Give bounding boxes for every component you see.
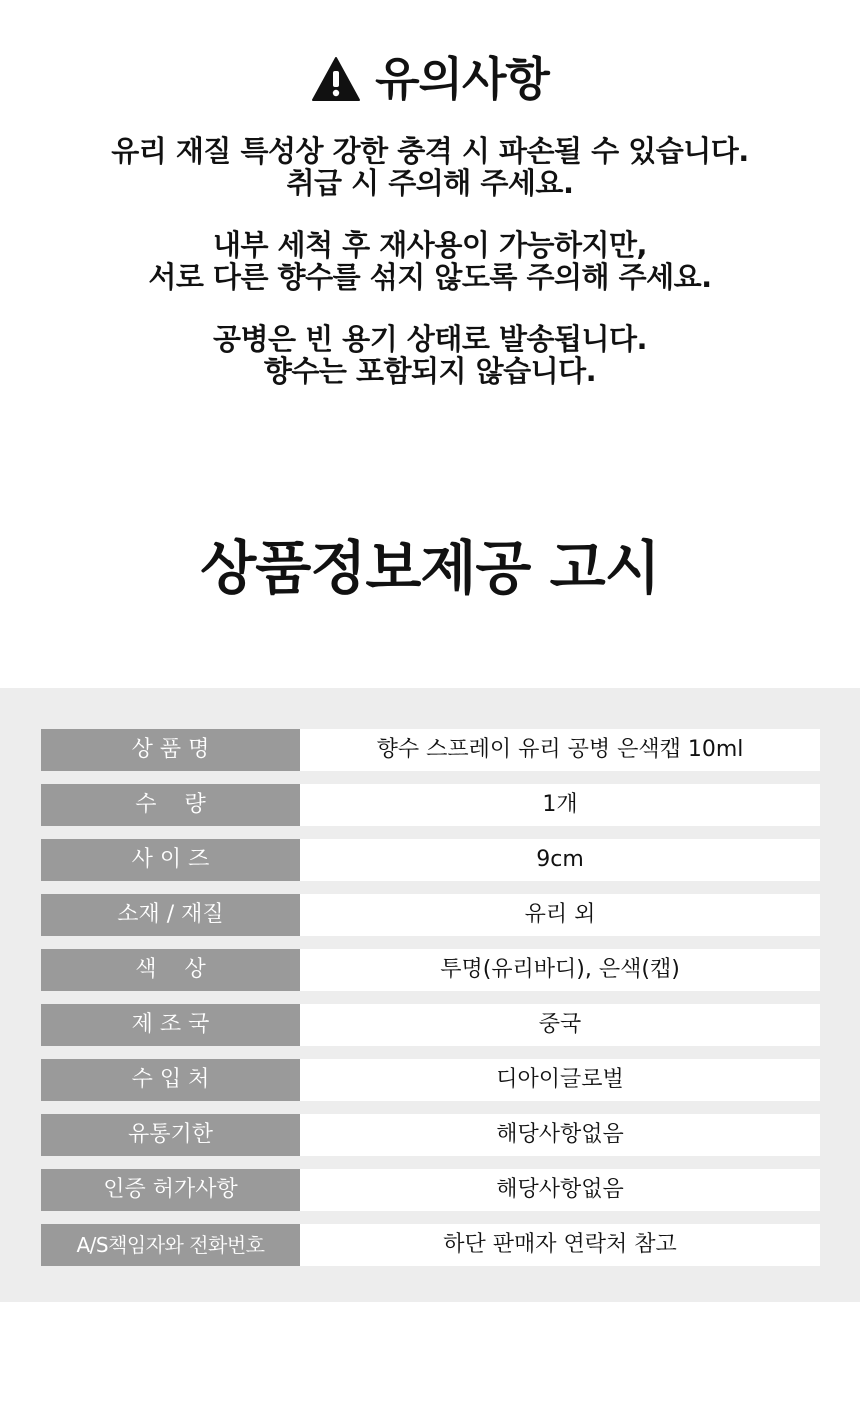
caution-paragraph-reuse bbox=[0, 229, 860, 293]
product-info-section bbox=[0, 688, 860, 1302]
row-value: 해당사항없음 bbox=[300, 1169, 820, 1211]
caution-line: 내부 세척 후 재사용이 가능하지만, bbox=[212, 228, 648, 262]
table-row bbox=[41, 729, 820, 771]
table-row bbox=[41, 1114, 820, 1156]
row-value: 1개 bbox=[300, 784, 820, 826]
row-label: 인증 허가사항 bbox=[41, 1169, 300, 1211]
row-label: 사 이 즈 bbox=[41, 839, 300, 881]
notice-title: 상품정보제공 고시 bbox=[200, 534, 660, 602]
table-row bbox=[41, 1224, 820, 1266]
row-value: 해당사항없음 bbox=[300, 1114, 820, 1156]
row-label: 유통기한 bbox=[41, 1114, 300, 1156]
row-value: 9cm bbox=[300, 839, 820, 881]
table-row bbox=[41, 949, 820, 991]
row-value: 투명(유리바디), 은색(캡) bbox=[300, 949, 820, 991]
caution-title: 유의사항 bbox=[375, 52, 549, 106]
product-info-table bbox=[41, 729, 820, 1279]
table-row bbox=[41, 839, 820, 881]
row-label: 소재 / 재질 bbox=[41, 894, 300, 936]
caution-line: 서로 다른 향수를 섞지 않도록 주의해 주세요. bbox=[148, 260, 712, 294]
row-value: 중국 bbox=[300, 1004, 820, 1046]
row-label: 색 상 bbox=[41, 949, 300, 991]
row-label: A/S책임자와 전화번호 bbox=[41, 1224, 300, 1266]
row-value: 하단 판매자 연락처 참고 bbox=[300, 1224, 820, 1266]
caution-line: 향수는 포함되지 않습니다. bbox=[263, 354, 597, 388]
row-value: 디아이글로벌 bbox=[300, 1059, 820, 1101]
caution-line: 취급 시 주의해 주세요. bbox=[286, 166, 574, 200]
row-label: 수 량 bbox=[41, 784, 300, 826]
caution-line: 유리 재질 특성상 강한 충격 시 파손될 수 있습니다. bbox=[111, 134, 749, 168]
row-value: 향수 스프레이 유리 공병 은색캡 10ml bbox=[300, 729, 820, 771]
caution-line: 공병은 빈 용기 상태로 발송됩니다. bbox=[212, 322, 648, 356]
table-row bbox=[41, 1169, 820, 1211]
caution-paragraph-empty bbox=[0, 323, 860, 387]
caution-paragraph-glass bbox=[0, 135, 860, 199]
row-label: 상 품 명 bbox=[41, 729, 300, 771]
table-row bbox=[41, 894, 820, 936]
row-label: 제 조 국 bbox=[41, 1004, 300, 1046]
caution-heading bbox=[0, 50, 860, 108]
table-row bbox=[41, 1059, 820, 1101]
warning-icon bbox=[311, 56, 361, 102]
row-value: 유리 외 bbox=[300, 894, 820, 936]
table-row bbox=[41, 1004, 820, 1046]
table-row bbox=[41, 784, 820, 826]
row-label: 수 입 처 bbox=[41, 1059, 300, 1101]
